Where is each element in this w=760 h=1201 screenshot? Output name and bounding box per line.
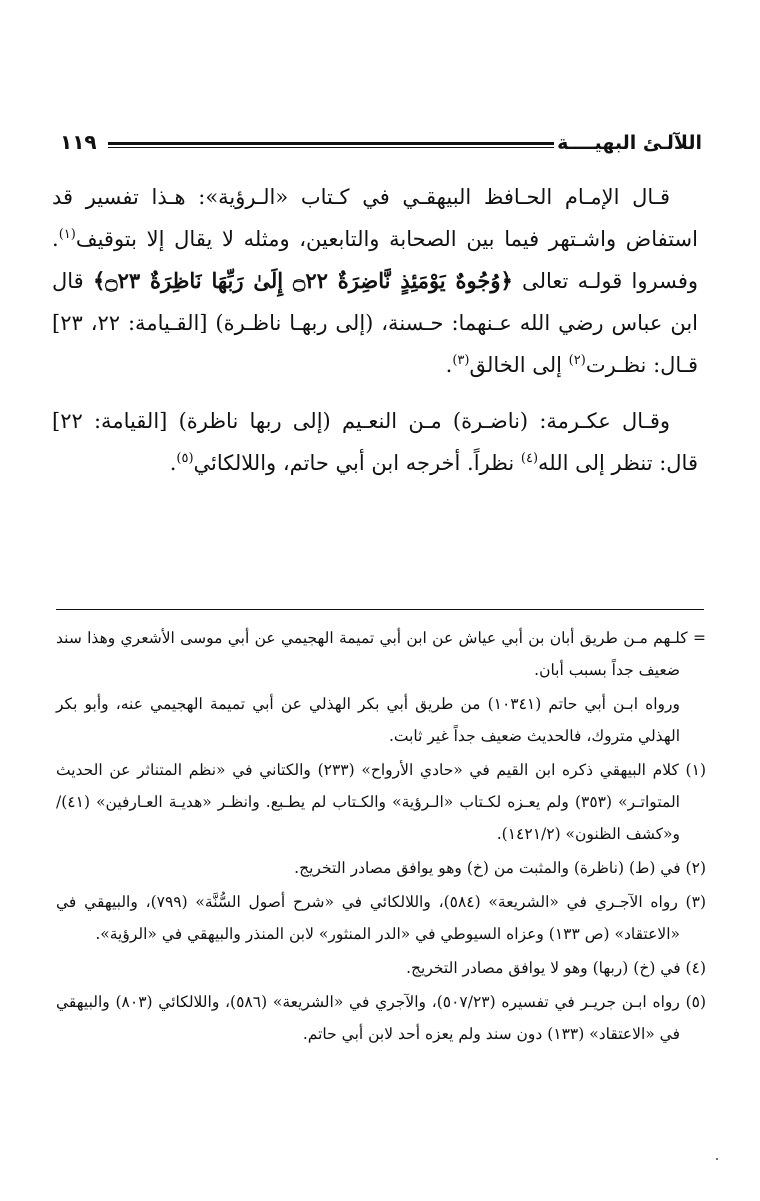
footnote-continuation: ورواه ابـن أبي حاتم (١٠٣٤١) من طريق أبي بكر الهذلي عن أبي تميمة الهجيمي عنه، وأبو بكر الهذلي متروك، فالحديث ضعيف جداً غير ثابت. — [56, 695, 680, 745]
text-run: . — [169, 451, 177, 475]
footnote-ref: (٢) — [568, 353, 586, 368]
footnote-ref: (٣) — [452, 353, 470, 368]
text-run: إلى الخالق — [469, 353, 569, 377]
text-run: وقـال عكـرمة: (ناضـرة) مـن النعـيم (إلى ربها ناظرة) [القيامة: ٢٢] قال: تنظر إلى الله — [52, 409, 698, 475]
scan-speck — [716, 1158, 718, 1160]
footnote-ref: (٥) — [176, 451, 194, 466]
footnote-5: (٥) رواه ابـن جريـر في تفسيره (٥٠٧/٢٣)، والآجري في «الشريعة» (٥٨٦)، واللالكائي (٨٠٣) والبيهقي في «الاعتقاد» (١٣٣) دون سند ولم يعزه أحد لابن أبي حاتم. — [56, 993, 707, 1043]
footnote-2: (٢) في (ط) (ناظرة) والمثبت من (خ) وهو يوافق مصادر التخريج. — [294, 859, 706, 877]
quran-verse: ﴿وُجُوهٌ يَوْمَئِذٍ نَّاضِرَةٌ ۝٢٢ إِلَىٰ رَبِّهَا نَاظِرَةٌ ۝٢٣﴾ — [92, 268, 513, 293]
paragraph-1 — [52, 176, 698, 386]
page-number: ١١٩ — [60, 130, 97, 154]
text-run: نظراً. أخرجه ابن أبي حاتم، واللالكائي — [193, 451, 521, 475]
paragraph-2 — [52, 400, 698, 484]
footnote-4: (٤) في (خ) (ربها) وهو لا يوافق مصادر التخريج. — [406, 959, 706, 977]
text-run: قال ابن عباس رضي الله عـنهما: حـسنة، (إلى ربهـا ناظـرة) [القـيامة: ٢٢، ٢٣] قـال: نظـرت — [52, 269, 698, 377]
footnote-separator — [56, 609, 704, 610]
footnote-continuation: = كلـهم مـن طريق أبان بن أبي عياش عن ابن أبي تميمة الهجيمي عن أبي موسى الأشعري وهذا سند ضعيف جداً بسبب أبان. — [56, 629, 706, 679]
footnote-ref: (١) — [58, 227, 76, 242]
main-text — [52, 176, 698, 498]
running-header — [60, 126, 702, 162]
footnote-ref: (٤) — [520, 451, 539, 466]
footnote-3: (٣) رواه الآجـري في «الشريعة» (٥٨٤)، واللالكائي في «شرح أصول السُّنَّة» (٧٩٩)، والبيهقي في «الاعتقاد» (ص ١٣٣) وعزاه السيوطي في «الدر المنثور» لابن المنذر والبيهقي في «الرؤية». — [56, 893, 706, 943]
footnote-1: (١) كلام البيهقي ذكره ابن القيم في «حادي الأرواح» (٢٣٣) والكتاني في «نظم المتناثر عن الحديث المتواتـر» (٣٥٣) ولم يعـزه لكـتاب «الـرؤية» والكـتاب لم يطـبع. وانظـر «هديـة العـارفين» (٤١)/ و«كشف الظنون» (١٤٢١/٢). — [56, 761, 706, 843]
text-run: . وفسروا قولـه تعالى — [52, 227, 699, 293]
book-title: اللآلـئ البهيــــة — [557, 132, 702, 154]
footnotes — [56, 622, 706, 1052]
text-run: قـال الإمـام الحـافظ البيهقـي في كـتاب «الـرؤية»: هـذا تفسير قد استفاض واشـتهر فيما بين الصحابة والتابعين، ومثله لا يقال إلا بتوقيف — [52, 185, 698, 251]
header-rule — [108, 142, 554, 148]
text-run: . — [445, 353, 453, 377]
